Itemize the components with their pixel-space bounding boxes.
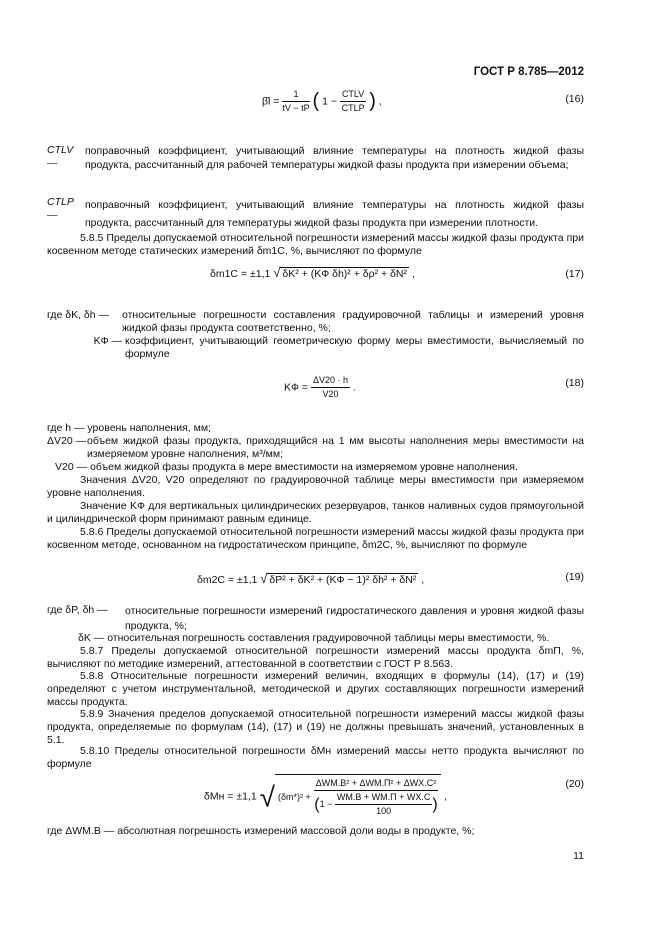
definition-dk-dh: где δK, δh — относительные погрешности составления градуировочной таблицы и измерений уровня жидкой фазы продукта соответственно, %; [47, 309, 584, 334]
paragraph-5-8-9: 5.8.9 Значения пределов допускаемой относительной погрешности измерений массы жидкой фазы продукта, определяемые по формулам (14), (17) и (19) не должны превышать значений, установленных в 5.1. [47, 708, 584, 746]
equation-16: β̄l = $\frac{1}{tV - tP}$ ( 1 − $\frac{\text{CTLV}}{\text{CTLP}}$ ) , [262, 89, 382, 113]
paragraph-5-8-5: 5.8.5 Пределы допускаемой относительной погрешности измерений массы жидкой фазы продукта при косвенном методе статических измерений δm1C, %, вычисляют по формуле [47, 232, 584, 257]
document-header: ГОСТ Р 8.785—2012 [473, 66, 584, 78]
equation-19: δm2C = ±1,1 √ δP² + δK² + (KФ − 1)² δh² + δN² , [197, 571, 425, 586]
definition-ctlv: CTLV — поправочный коэффициент, учитывающий влияние температуры на плотность жидкой фазы продукта, рассчитанный для рабочей температуры жидкой фазы продукта при измерении объема; [47, 144, 584, 171]
paragraph-values: Значения ΔV20, V20 определяют по градуировочной таблице меры вместимости при измеряемом уровне наполнения. [47, 474, 584, 499]
definition-h: где h — уровень наполнения, мм; [47, 422, 211, 434]
eq16-fraction-2: $\frac{\text{CTLV}}{\text{CTLP}}$ [341, 89, 365, 113]
definition-dv20: ΔV20 — объем жидкой фазы продукта, приходящийся на 1 мм высоты наполнения меры вместимости на измеряемом уровне наполнения, м³/мм; [47, 435, 584, 460]
equation-number-16: (16) [565, 93, 584, 105]
equation-number-19: (19) [565, 571, 584, 583]
eq16-lhs: β̄l = [262, 95, 280, 108]
definition-ctlp: CTLP — поправочный коэффициент, учитывающий влияние температуры на плотность жидкой фазы продукта, рассчитанный для температуры жидкой фазы продукта при измерении плотности. [47, 196, 584, 229]
definition-kf: KФ — коэффициент, учитывающий геометрическую форму меры вместимости, вычисляемый по формуле [93, 335, 584, 360]
page-number: 11 [573, 850, 584, 862]
definition-v20: V20 — объем жидкой фазы продукта в мере вместимости на измеряемом уровне наполнения. [55, 461, 518, 473]
equation-number-18: (18) [565, 377, 584, 389]
paragraph-5-8-7: 5.8.7 Пределы допускаемой относительной погрешности измерений массы продукта δmП, %, вычисляют по методике измерений, аттестованной в соответствии с ГОСТ Р 8.563. [47, 645, 584, 670]
eq16-fraction-1: $\frac{1}{tV - tP}$ [282, 89, 310, 113]
paragraph-5-8-6: 5.8.6 Пределы допускаемой относительной погрешности измерений массы жидкой фазы продукта при косвенном методе, основанном на гидростатическом принципе, δm2C, %, вычисляют по формуле [47, 526, 584, 551]
paragraph-kf-value: Значение KФ для вертикальных цилиндрических резервуаров, танков наливных судов прямоугольной и цилиндрической форм принимают равным единице. [47, 500, 584, 525]
paragraph-5-8-10: 5.8.10 Пределы относительной погрешности δMн измерений массы нетто продукта вычисляют по формуле [47, 745, 584, 770]
definition-dk: δK — относительная погрешность составления градуировочной таблицы меры вместимости, %. [78, 632, 550, 644]
equation-number-17: (17) [565, 268, 584, 280]
definition-dp-dh: где δP, δh — относительные погрешности измерений гидростатического давления и уровня жидкой фазы продукта, %; [47, 604, 584, 632]
equation-20: δMн = ±1,1 √ (δm*)² + ΔWМ.В² + ΔWМ.П² + ΔWХ.С² (1 − $\frac{WМ.В + WМ.П + WХ.С}{100}$ ) , [204, 774, 447, 820]
equation-17: δm1C = ±1,1 √ δK² + (KФ δh)² + δρ² + δN² , [210, 265, 415, 280]
equation-number-20: (20) [565, 778, 584, 790]
definition-dwmv: где ΔWМ.В — абсолютная погрешность измерений массовой доли воды в продукте, %; [47, 825, 475, 837]
equation-18: KФ = $\frac{\Delta V20 \cdot h}{V20}$ . [284, 375, 356, 399]
paragraph-5-8-8: 5.8.8 Относительные погрешности измерений величин, входящих в формулы (14), (17) и (19) определяют с учетом инструментальной, методической и других составляющих погрешности измерений массы продукта. [47, 670, 584, 708]
